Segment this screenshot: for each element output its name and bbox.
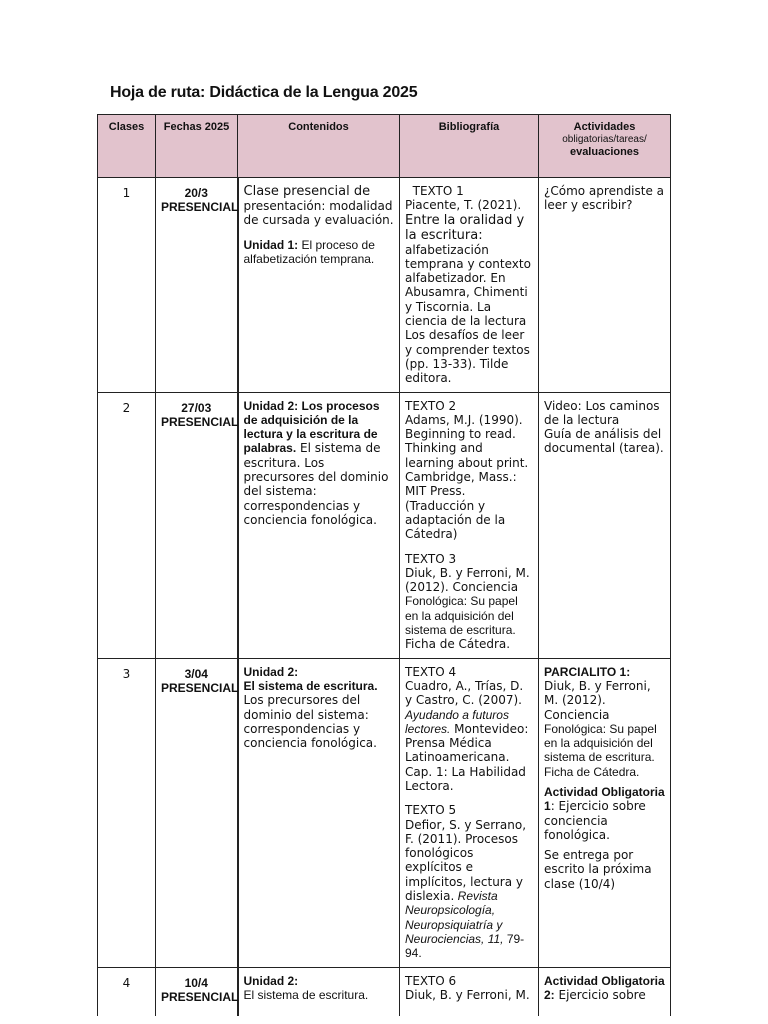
header-fechas: Fechas 2025 [156,115,238,178]
modalidad-value: PRESENCIAL [161,200,239,214]
texto-body: Fonológica: Su papel en la adquisición del sistema de escritura. [405,594,518,638]
modalidad-value: PRESENCIAL [161,989,239,1004]
table-row [98,658,671,967]
texto-reference: Defior, S. y Serrano, F. (2011). Procesos fonológicos explícitos e implícitos, lectura y dislexia. [405,817,527,904]
texto-book-title: Ayudando a futuros lectores. [405,707,509,736]
schedule-table [97,114,671,1016]
texto-body: Montevideo: Prensa Médica Latinoamericana. Cap. 1: La Habilidad Lectora. [405,721,529,793]
contenido-text: presentación: modalidad de cursada y evaluación. [243,199,394,228]
contenidos-cell [238,178,400,393]
clase-date [156,658,238,967]
texto-reference: Adams, M.J. (1990). [405,412,523,427]
contenidos-cell [238,967,400,1016]
actividad-obligatoria-label: Actividad Obligatoria [544,973,665,988]
header-actividades [539,115,671,178]
actividad-text: Video: Los caminos de la lectura [544,398,660,427]
document-title: Hoja de ruta: Didáctica de la Lengua 2025 [110,84,418,101]
unidad-label: Unidad 2: Los procesos de adquisición de la lectura y la escritura de palabras. [243,398,380,456]
bibliografia-cell [400,658,539,967]
date-value: 3/04 [184,666,208,681]
header-actividades-line1: Actividades [573,121,636,133]
clase-number: 3 [98,658,156,967]
texto-label: TEXTO 5 [405,803,457,818]
actividades-cell [539,392,671,658]
clase-date [156,392,238,658]
contenido-text: Clase presencial de [243,184,371,199]
actividades-cell [539,658,671,967]
texto-journal: Revista Neuropsicología, Neuropsiquiatría y Neurociencias, 11, [405,889,504,946]
texto-reference: Cuadro, A., Trías, D. y Castro, C. (2007). [405,678,524,708]
table-row [98,967,671,1016]
actividad-entrega: Se entrega por escrito la próxima clase (10/4) [544,848,652,891]
clase-date [156,967,238,1016]
actividades-cell [539,178,671,393]
date-value: 10/4 [184,975,208,990]
actividad-text: Guía de análisis del documental (tarea). [544,427,664,456]
actividad-text: Ejercicio sobre conciencia fonológica. [544,799,646,842]
modalidad-value: PRESENCIAL [161,414,239,429]
contenido-text: Los precursores del dominio del sistema: correspondencias y conciencia fonológica. [243,693,377,751]
actividad-obligatoria-label: Actividad Obligatoria 1 [544,784,665,814]
texto-reference: Piacente, T. (2021). [405,198,522,213]
actividad-number: 2: [544,987,555,1002]
parcialito-label: PARCIALITO 1: [544,664,631,679]
actividad-colon: : [550,799,555,814]
texto-pages: 79-94. [405,931,525,961]
contenido-text: El sistema de escritura. [243,987,369,1002]
texto-label: TEXTO 4 [405,664,457,679]
unidad-text: El proceso de alfabetización temprana. [243,237,375,266]
actividades-cell [539,967,671,1016]
contenidos-cell [238,392,400,658]
header-bibliografia: Bibliografía [400,115,539,178]
header-clases: Clases [98,115,156,178]
contenido-bold: El sistema de escritura. [243,678,378,693]
unidad-label: Unidad 2: [243,664,299,679]
bibliografia-cell [400,178,539,393]
texto-body: Beginning to read. Thinking and learning about print. Cambridge, Mass.: MIT Press. (Traducción y adaptación de la Cátedra) [405,427,529,542]
date-value: 27/03 [181,400,212,415]
table-row [98,392,671,658]
texto-label: TEXTO 2 [405,398,457,413]
texto-reference: Diuk, B. y Ferroni, M. [405,987,530,1002]
contenido-text: El sistema de escritura. Los precursores del dominio del sistema: correspondencias y conciencia fonológica. [243,441,389,527]
actividad-text: ¿Cómo aprendiste a leer y escribir? [544,184,665,213]
actividad-reference: Diuk, B. y Ferroni, M. (2012). Conciencia [544,678,651,722]
bibliografia-cell [400,392,539,658]
header-actividades-line3: evaluaciones [569,146,640,158]
texto-label: TEXTO 1 [405,184,464,198]
clase-number: 4 [98,967,156,1016]
texto-reference: Diuk, B. y Ferroni, M. (2012). Conciencia [405,565,530,595]
texto-tail: Ficha de Cátedra. [405,637,511,652]
header-contenidos: Contenidos [238,115,400,178]
actividad-text: Fonológica: Su papel en la adquisición del sistema de escritura. [544,721,657,765]
header-actividades-line2: obligatorias/tareas/ [562,133,647,145]
texto-body: alfabetización temprana y contexto alfabetizador. En Abusamra, Chimenti y Tiscornia. La ciencia de la lectura Los desafíos de leer y comprender textos (pp. 13-33). Tilde editora. [405,242,531,386]
texto-label: TEXTO 3 [405,551,457,566]
table-row [98,178,671,393]
texto-body: Entre la oralidad y la escritura: [405,212,525,243]
modalidad-value: PRESENCIAL [161,680,239,695]
unidad-label: Unidad 1: [243,237,299,252]
clase-date [156,178,238,393]
clase-number: 2 [98,392,156,658]
actividad-text: Ejercicio sobre [554,987,646,1002]
texto-label: TEXTO 6 [405,973,457,988]
bibliografia-cell [400,967,539,1016]
contenidos-cell [238,658,400,967]
clase-number: 1 [98,178,156,393]
actividad-text: Ficha de Cátedra. [544,764,640,779]
table-header-row [98,115,671,178]
date-value: 20/3 [184,186,208,200]
unidad-label: Unidad 2: [243,973,299,988]
